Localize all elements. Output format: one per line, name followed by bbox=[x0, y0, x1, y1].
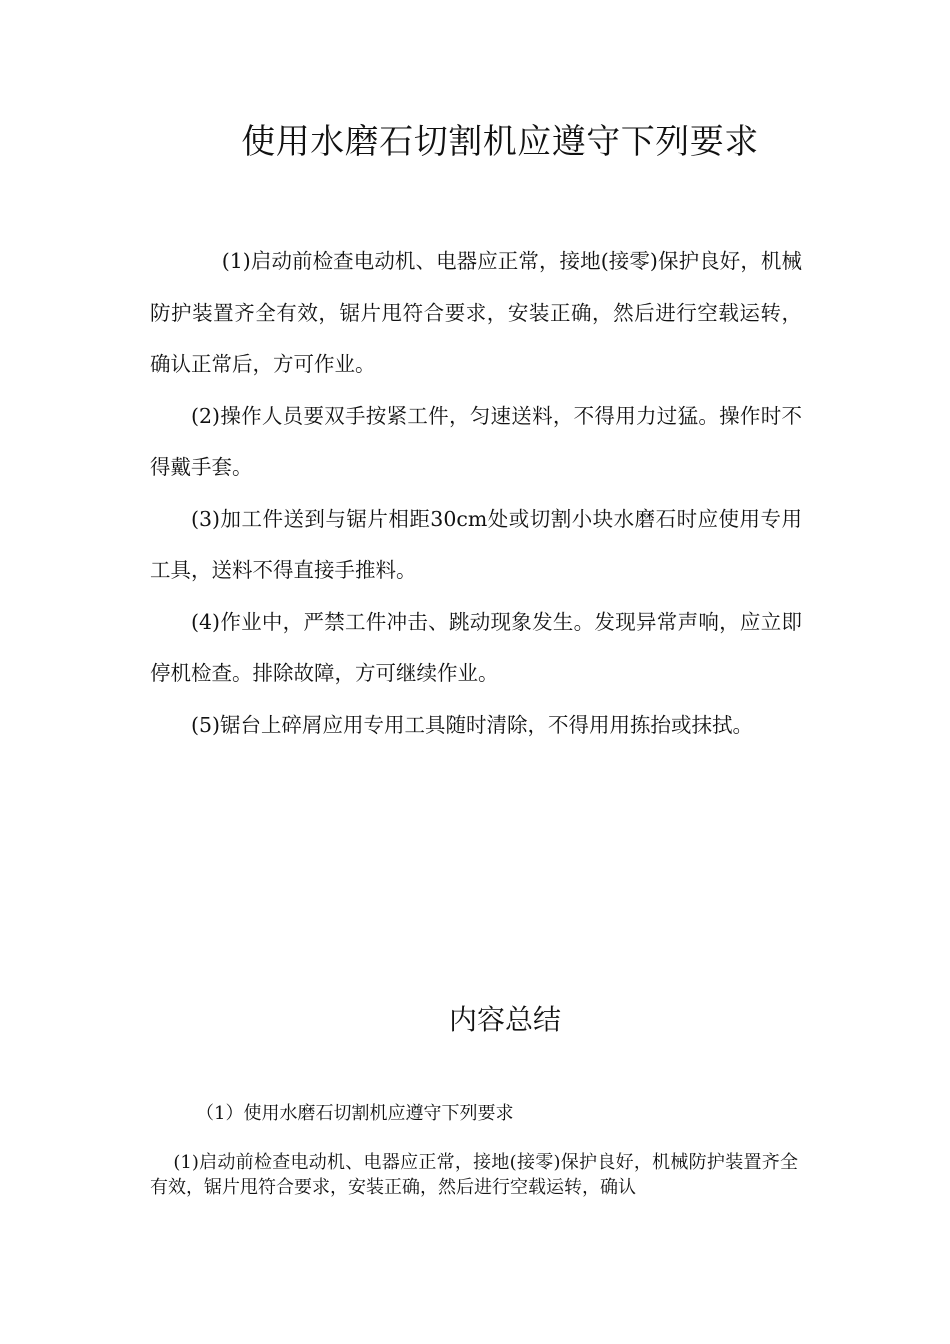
summary-paragraph: (1)启动前检查电动机、电器应正常，接地(接零)保护良好，机械防护装置齐全有效，锯片甩符合要求，安装正确，然后进行空载运转，确认 bbox=[150, 1152, 798, 1198]
summary-title: 内容总结 bbox=[448, 1003, 561, 1036]
paragraph-2: (2)操作人员要双手按紧工件，匀速送料，不得用力过猛。操作时不得戴手套。 bbox=[150, 403, 802, 479]
summary-subtitle: （1）使用水磨石切割机应遵守下列要求 bbox=[196, 1103, 514, 1124]
paragraph-5: (5)锯台上碎屑应用专用工具随时清除，不得用用拣抬或抹拭。 bbox=[191, 712, 754, 737]
document-body bbox=[150, 236, 802, 751]
paragraph-3: (3)加工件送到与锯片相距30cm处或切割小块水磨石时应使用专用工具，送料不得直接手推料。 bbox=[150, 506, 802, 582]
paragraph-1: (1)启动前检查电动机、电器应正常，接地(接零)保护良好，机械防护装置齐全有效，锯片甩符合要求，安装正确，然后进行空载运转，确认正常后，方可作业。 bbox=[150, 249, 802, 376]
paragraph-4: (4)作业中，严禁工件冲击、跳动现象发生。发现异常声响，应立即停机检查。排除故障，方可继续作业。 bbox=[150, 609, 802, 685]
document-title: 使用水磨石切割机应遵守下列要求 bbox=[241, 122, 759, 162]
